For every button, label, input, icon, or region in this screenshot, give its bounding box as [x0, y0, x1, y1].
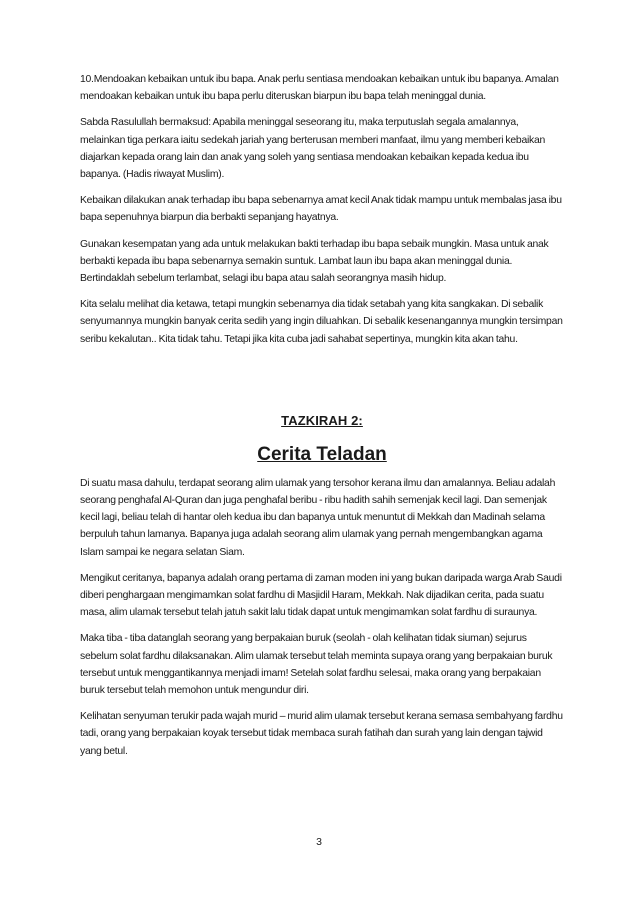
- section-title: Cerita Teladan: [257, 443, 387, 465]
- paragraph: Gunakan kesempatan yang ada untuk melakukan bakti terhadap ibu bapa sebaik mungkin. Masa untuk anak berbakti kepada ibu bapa sebenarnya semakin suntuk. Lambat laun ibu bapa akan meninggal dunia. Bertindaklah sebelum terlambat, selagi ibu bapa atau salah seorangnya masih hidup.: [80, 238, 549, 285]
- paragraph: Maka tiba - tiba datanglah seorang yang berpakaian buruk (seolah - olah kelihatan tidak siuman) sejurus sebelum solat fardhu dilaksanakan. Alim ulamak tersebut telah meminta supaya orang yang berpakaian buruk tersebut untuk menggantikannya menjadi imam! Setelah solat fardhu selesai, maka orang yang berpakaian buruk tersebut telah memohon untuk mengundur diri.: [80, 633, 553, 697]
- page-content: [80, 71, 564, 769]
- paragraph: Mengikut ceritanya, bapanya adalah orang pertama di zaman moden ini yang bukan daripada warga Arab Saudi diberi penghargaan mengimamkan solat fardhu di Masjidil Haram, Mekkah. Nak dijadikan cerita, pada suatu masa, alim ulamak tersebut telah jatuh sakit lalu tidak dapat untuk mengimamkan solat fardhu di suraunya.: [80, 572, 562, 619]
- page-number: 3: [316, 836, 322, 848]
- paragraph: Kelihatan senyuman terukir pada wajah murid – murid alim ulamak tersebut kerana semasa sembahyang fardhu tadi, orang yang berpakaian koyak tersebut tidak membaca surah fatihah dan surah yang lain dengan tajwid yang betul.: [80, 711, 563, 757]
- paragraph: Sabda Rasulullah bermaksud: Apabila meninggal seseorang itu, maka terputuslah segala amalannya, melainkan tiga perkara iaitu sedekah jariah yang berterusan memberi manfaat, ilmu yang memberi kebaikan diajarkan kepada orang lain dan anak yang soleh yang sentiasa mendoakan kebaikan kepada kedua ibu bapanya. (Hadis riwayat Muslim).: [80, 117, 546, 181]
- section-label: TAZKIRAH 2:: [281, 412, 363, 428]
- paragraph: Kita selalu melihat dia ketawa, tetapi mungkin sebenarnya dia tidak setabah yang kita sangkakan. Di sebalik senyumannya mungkin banyak cerita sedih yang ingin diluahkan. Di sebalik kesenangannya mungkin tersimpan seribu kekalutan.. Kita tidak tahu. Tetapi jika kita cuba jadi sahabat sepertinya, mungkin kita akan tahu.: [80, 299, 563, 345]
- paragraph: 10.Mendoakan kebaikan untuk ibu bapa. Anak perlu sentiasa mendoakan kebaikan untuk ibu bapanya. Amalan mendoakan kebaikan untuk ibu bapa perlu diteruskan biarpun ibu bapa telah meninggal dunia.: [80, 74, 559, 103]
- paragraph: Kebaikan dilakukan anak terhadap ibu bapa sebenarnya amat kecil Anak tidak mampu untuk membalas jasa ibu bapa sepenuhnya biarpun dia berbakti sepanjang hayatnya.: [80, 195, 562, 224]
- section-heading: [80, 412, 564, 468]
- paragraph: Di suatu masa dahulu, terdapat seorang alim ulamak yang tersohor kerana ilmu dan amalannya. Beliau adalah seorang penghafal Al-Quran dan juga penghafal beribu - ribu hadith sahih semenjak kecil lagi. Dan semenjak kecil lagi, beliau telah di hantar oleh kedua ibu dan bapanya untuk menuntut di Mekkah dan Madinah selama berpuluh tahun lamanya. Bapanya juga adalah seorang alim ulamak yang pernah mengembangkan agama Islam sampai ke negara selatan Siam.: [80, 477, 556, 558]
